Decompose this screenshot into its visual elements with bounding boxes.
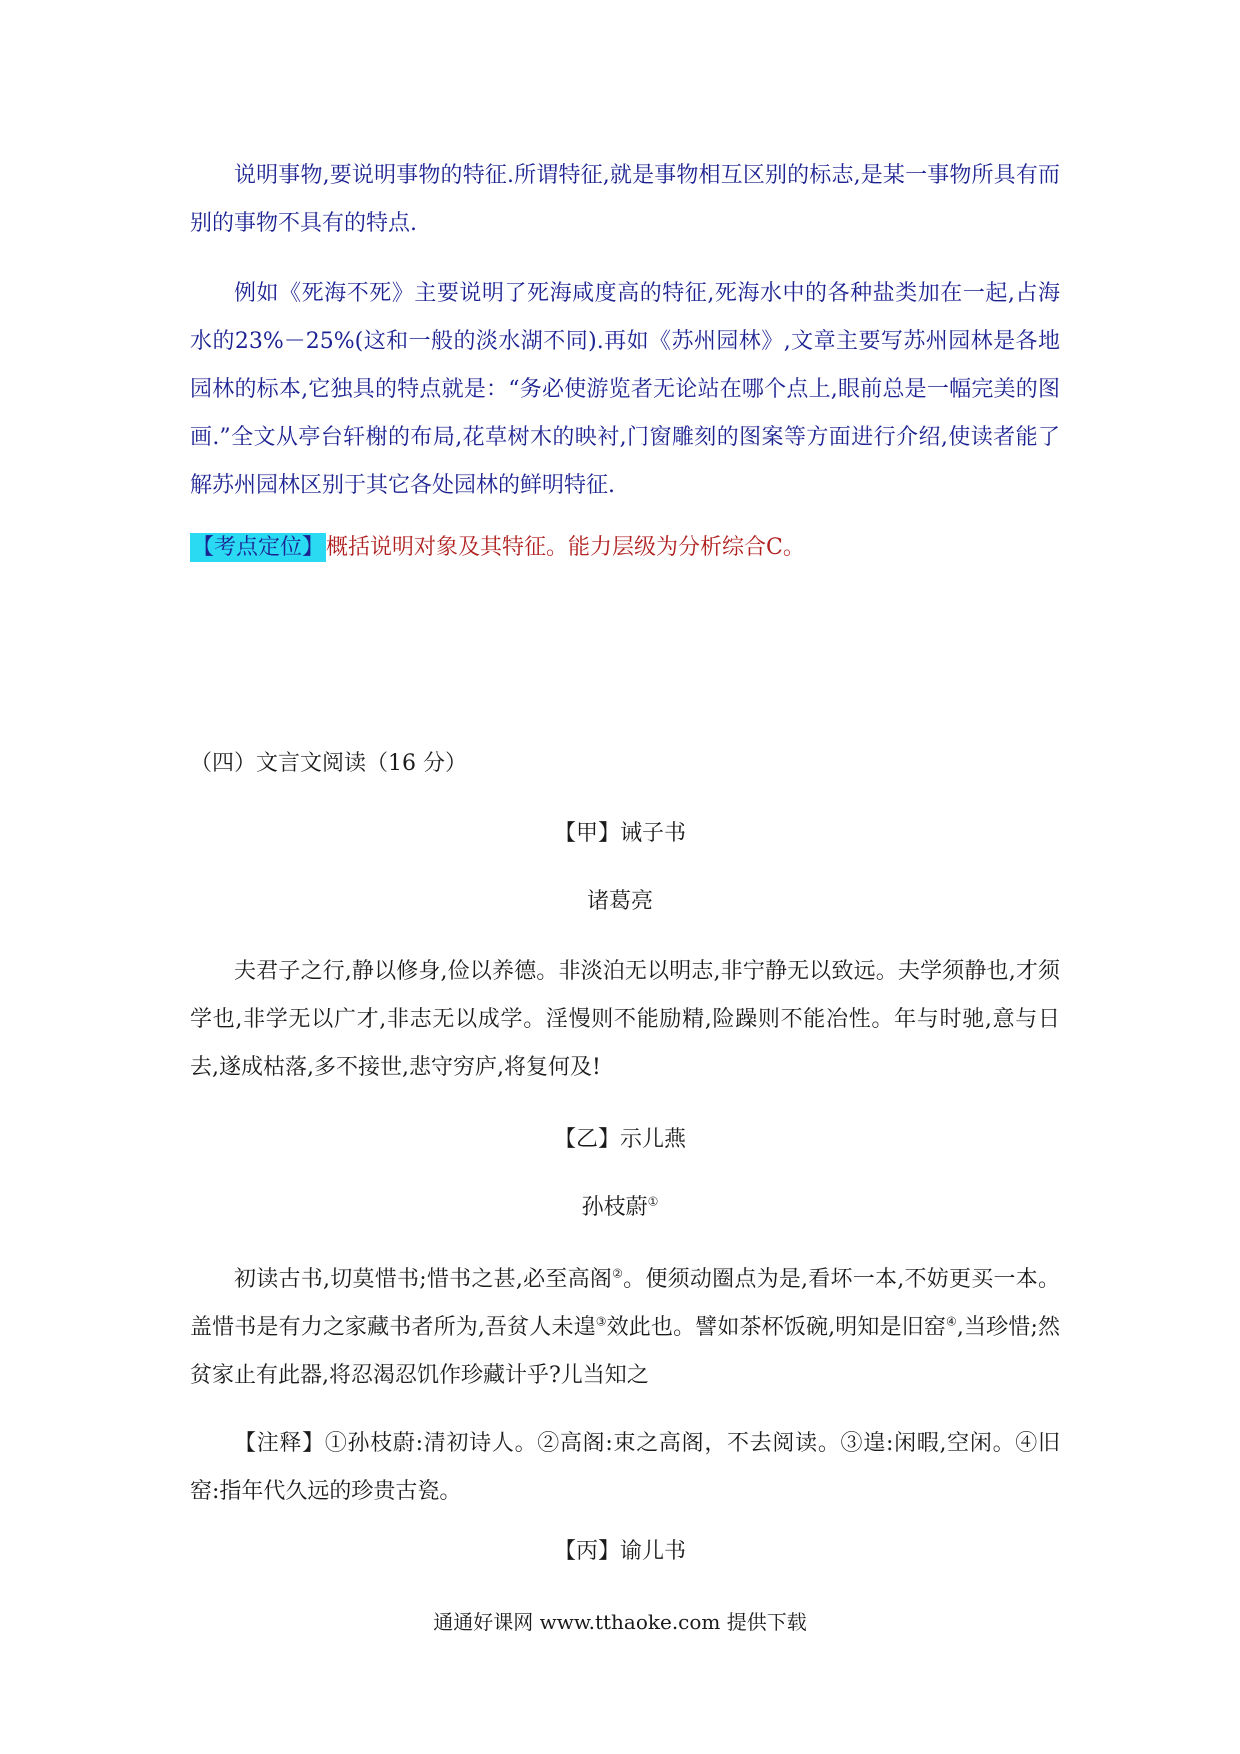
jia-author: 诸葛亮	[586, 889, 653, 914]
yi-author-name: 孙枝蔚	[581, 1195, 648, 1220]
yi-text	[190, 1256, 1060, 1400]
analysis-paragraph-2: 例如《死海不死》主要说明了死海咸度高的特征,死海水中的各种盐类加在一起,占海水的23%－25%(这和一般的淡水湖不同).再如《苏州园林》,文章主要写苏州园林是各地园林的标本,它独具的特点就是：“务必使游览者无论站在哪个点上,眼前总是一幅完美的图画.”全文从亭台轩榭的布局,花草树木的映衬,门窗雕刻的图案等方面进行介绍,使读者能了解苏州园林区别于其它各处园林的鲜明特征.	[190, 281, 1060, 498]
kaodian-tag: 【考点定位】	[192, 535, 325, 560]
note-mark-2: ②	[612, 1266, 624, 1281]
footer-text: 通通好课网 www.tthaoke.com 提供下载	[433, 1610, 807, 1634]
note-mark-4: ④	[945, 1314, 957, 1329]
kaodian-line	[190, 532, 805, 564]
yi-author	[0, 1192, 1240, 1224]
analysis-paragraph-1: 说明事物,要说明事物的特征.所谓特征,就是事物相互区别的标志,是某一事物所具有而别的事物不具有的特点.	[190, 163, 1060, 236]
yi-text-part-c: 效此也。譬如茶杯饭碗,明知是旧窑	[606, 1315, 946, 1340]
note-mark-1: ①	[647, 1194, 659, 1209]
note-mark-3: ③	[595, 1314, 607, 1329]
yi-title: 【乙】示儿燕	[553, 1127, 686, 1152]
yi-text-part-a: 初读古书,切莫惜书;惜书之甚,必至高阁	[234, 1267, 613, 1292]
notes-text: 【注释】①孙枝蔚:清初诗人。②高阁:束之高阁，不去阅读。③遑:闲暇,空闲。④旧窑:指年代久远的珍贵古瓷。	[190, 1431, 1060, 1504]
jia-text: 夫君子之行,静以修身,俭以养德。非淡泊无以明志,非宁静无以致远。夫学须静也,才须学也,非学无以广才,非志无以成学。淫慢则不能励精,险躁则不能冶性。年与时驰,意与日去,遂成枯落,多不接世,悲守穷庐,将复何及!	[190, 959, 1060, 1080]
yi-text-part-d: ,当珍惜;然贫家止有此器,将忍渴忍饥作珍藏计乎?儿当知之	[190, 1315, 1061, 1388]
section-heading: （四）文言文阅读（16 分）	[190, 751, 467, 776]
bing-title: 【丙】谕儿书	[553, 1539, 686, 1564]
jia-title: 【甲】诫子书	[553, 821, 686, 846]
kaodian-text: 概括说明对象及其特征。能力层级为分析综合C。	[326, 535, 805, 560]
yi-text-part-b: 。便须动圈点为是,看坏一本,不妨更买一本。盖惜书是有力之家藏书者所为,吾贫人未遑	[190, 1267, 1060, 1340]
